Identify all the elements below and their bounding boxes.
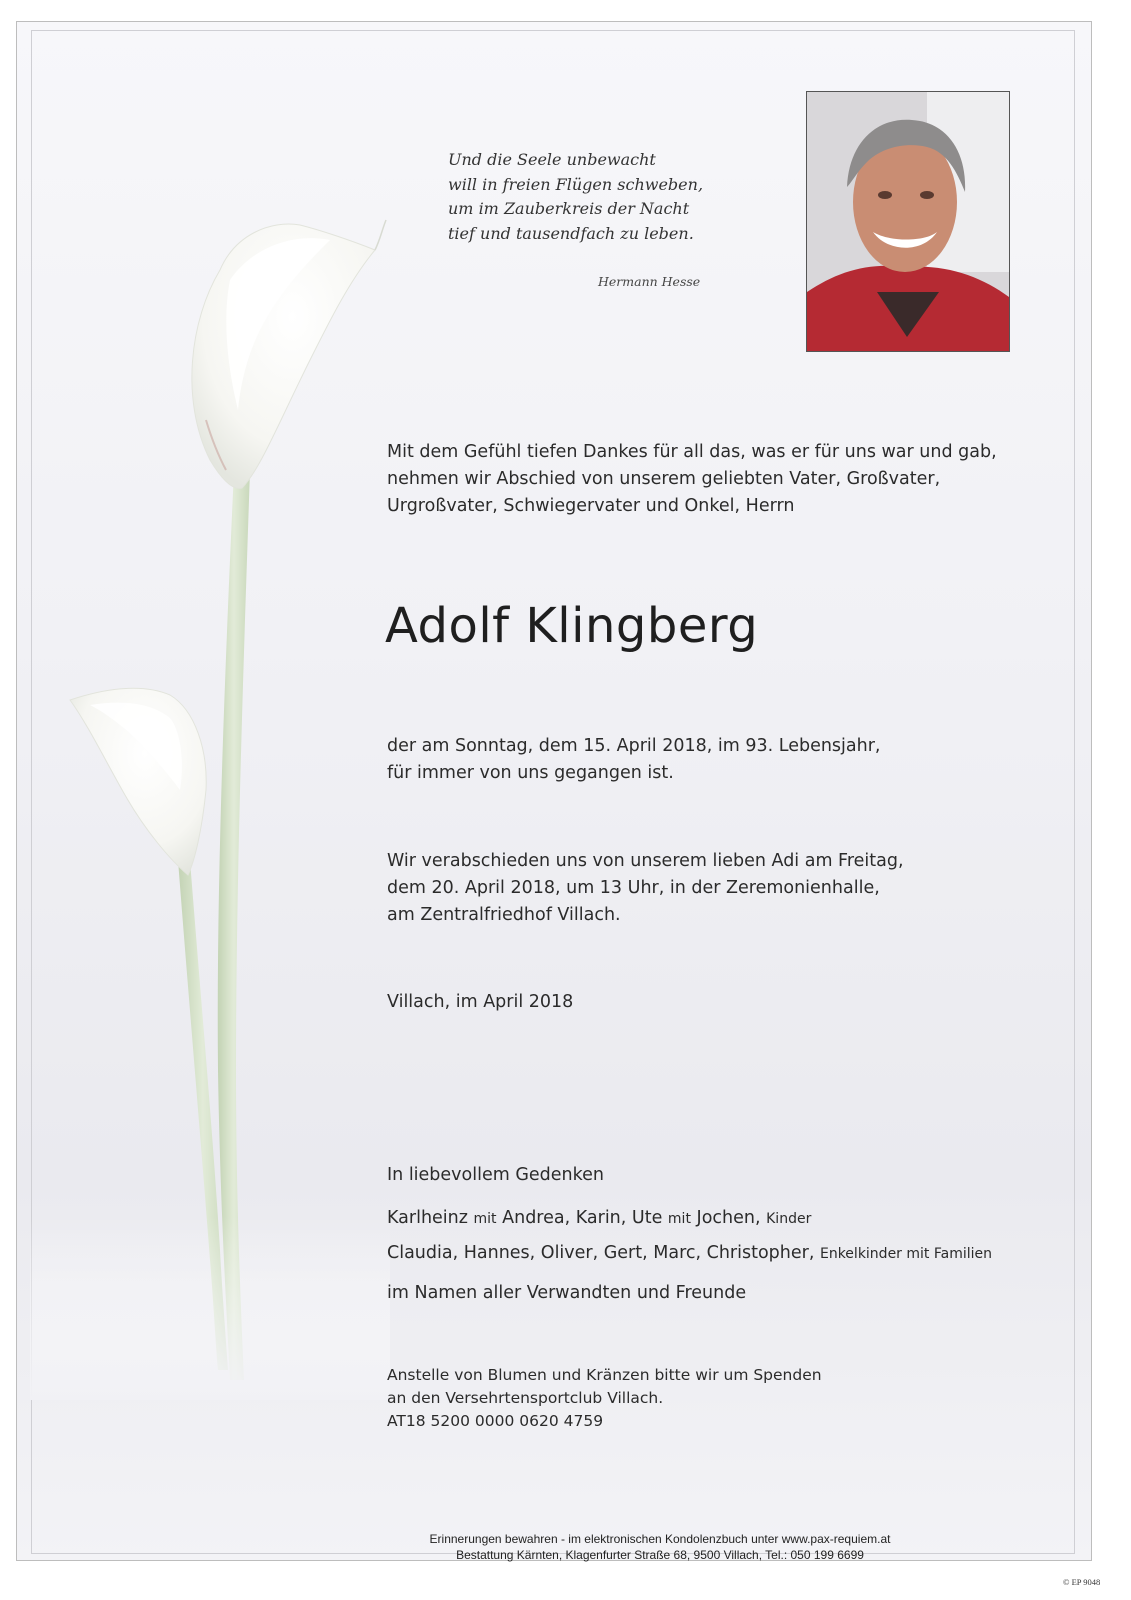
print-code: © EP 9048 (1063, 1577, 1101, 1587)
grandchildren-role: Enkelkinder mit Familien (819, 1246, 992, 1262)
footer-line: Bestattung Kärnten, Klagenfurter Straße 68, 9500 Villach, Tel.: 050 199 6699 (456, 1548, 864, 1562)
farewell-line: am Zentralfriedhof Villach. (387, 905, 621, 925)
children-name: Karlheinz (387, 1208, 468, 1228)
mourners-children (387, 1205, 1037, 1233)
funeral-home-footer (300, 1531, 1020, 1563)
children-role: Kinder (766, 1211, 812, 1227)
intro-paragraph (387, 439, 1037, 520)
grandchildren-names: Claudia, Hannes, Oliver, Gert, Marc, Christopher, (387, 1243, 815, 1263)
mourners-grandchildren (387, 1240, 1037, 1268)
quote-author: Hermann Hesse (598, 274, 701, 289)
deceased-name: Adolf Klingberg (385, 598, 759, 654)
footer-line: Erinnerungen bewahren - im elektronischen Kondolenzbuch unter www.pax-requiem.at (429, 1532, 891, 1546)
quote-line: Und die Seele unbewacht (448, 150, 656, 169)
grandchildren-line (387, 1240, 1037, 1268)
mourners-heading-text: In liebevollem Gedenken (387, 1165, 605, 1185)
death-notice-line: der am Sonntag, dem 15. April 2018, im 93. Lebensjahr, (387, 736, 881, 756)
quote-line: will in freien Flügen schweben, (448, 174, 704, 194)
farewell-line: Wir verabschieden uns von unserem lieben Adi am Freitag, (387, 851, 904, 871)
portrait-photo (806, 91, 1010, 352)
mit-word: mit (667, 1211, 691, 1227)
mourners-heading (387, 1162, 1037, 1189)
death-notice (387, 733, 1037, 787)
donation-line: Anstelle von Blumen und Kränzen bitte wir um Spenden (387, 1366, 822, 1384)
donation-line: an den Versehrtensportclub Villach. (387, 1389, 664, 1407)
intro-line: Urgroßvater, Schwiegervater und Onkel, Herrn (387, 496, 795, 516)
children-names: Andrea, Karin, Ute (502, 1208, 663, 1228)
donation-request (387, 1364, 1037, 1433)
poem-quote (448, 148, 768, 246)
farewell-line: dem 20. April 2018, um 13 Uhr, in der Zeremonienhalle, (387, 878, 880, 898)
calla-lily-illustration (30, 170, 390, 1400)
place-date (387, 989, 1037, 1016)
place-date-text: Villach, im April 2018 (387, 992, 574, 1012)
children-partner: Jochen, (696, 1208, 761, 1228)
mit-word: mit (473, 1211, 497, 1227)
mourners-closing (387, 1280, 1037, 1307)
quote-line: tief und tausendfach zu leben. (448, 223, 694, 243)
quote-line: um im Zauberkreis der Nacht (448, 199, 690, 218)
closing-text: im Namen aller Verwandten und Freunde (387, 1283, 747, 1303)
death-notice-line: für immer von uns gegangen ist. (387, 763, 674, 783)
intro-line: Mit dem Gefühl tiefen Dankes für all das, was er für uns war und gab, (387, 442, 997, 462)
farewell-paragraph (387, 848, 1037, 929)
intro-line: nehmen wir Abschied von unserem geliebten Vater, Großvater, (387, 469, 941, 489)
children-line (387, 1205, 1037, 1233)
donation-iban: AT18 5200 0000 0620 4759 (387, 1412, 604, 1430)
